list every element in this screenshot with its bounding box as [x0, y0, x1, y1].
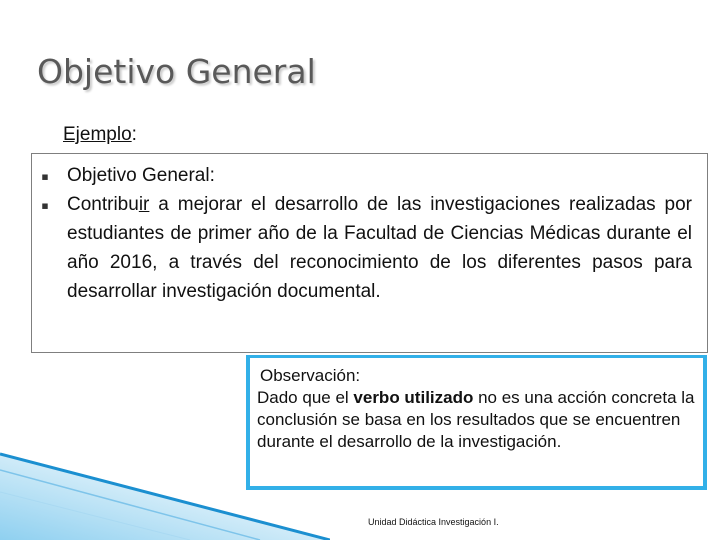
objective-heading: Objetivo General: — [67, 165, 215, 186]
observation-text — [257, 387, 702, 453]
footer-label: Unidad Didáctica Investigación I. — [368, 517, 499, 527]
observation-text-after: no es una acción concreta la conclusión se basa en los resultados que se encuentren durante el desarrollo de la investigación. — [257, 388, 695, 451]
square-bullet-icon: ▪ — [41, 170, 49, 183]
objective-body: a mejorar el desarrollo de las investigaciones realizadas por estudiantes de primer año de la Facultad de Ciencias Médicas durante el año 2016, a través del reconocimiento de los diferentes pasos para desarrollar investigación documental. — [67, 194, 692, 302]
objective-verb-underlined: ir — [138, 194, 150, 215]
example-label-text: Ejemplo — [63, 124, 132, 145]
observation-box — [246, 355, 707, 490]
objective-box — [31, 153, 708, 353]
objective-text — [67, 190, 692, 306]
example-label — [63, 124, 137, 146]
observation-text-before: Dado que el — [257, 388, 354, 407]
observation-emphasis: verbo utilizado — [353, 388, 474, 407]
page-title: Objetivo General — [37, 52, 316, 91]
example-label-colon: : — [131, 124, 137, 145]
square-bullet-icon: ▪ — [41, 199, 49, 212]
observation-title: Observación: — [260, 366, 361, 385]
objective-verb-prefix: Contribu — [67, 194, 139, 215]
